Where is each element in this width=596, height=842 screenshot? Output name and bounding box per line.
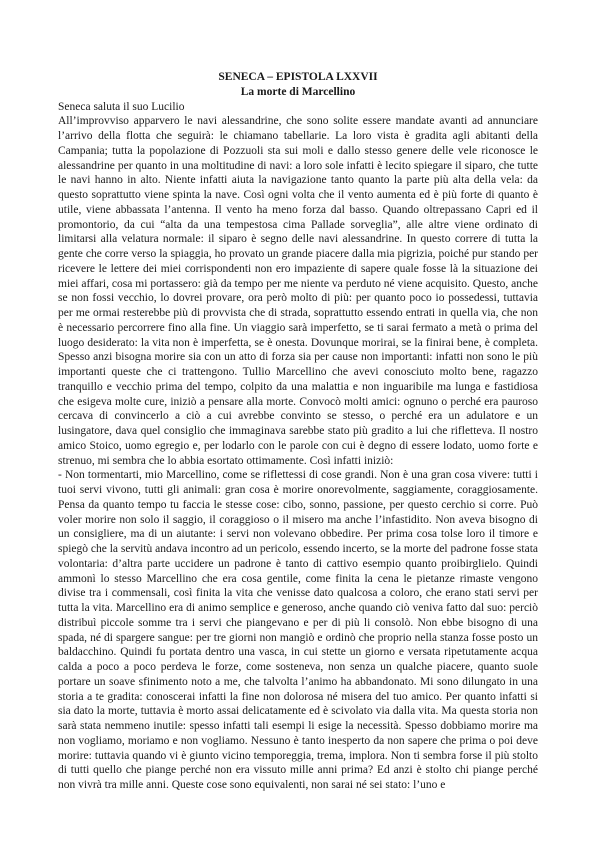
body-paragraph: All’improvviso apparvero le navi alessandrine, che sono solite essere mandate avanti ad annunciare l’arrivo della flotta che seguirà: le chiamano tabellarie. La loro vista è gradita agli abitanti della Campania; tutta la popolazione di Pozzuoli sta sui moli e dallo stesso genere delle vele riconosce le alessandrine per quanto in una moltitudine di navi: a loro sole infatti è lecito spiegare il siparo, che tutte le navi hanno in alto. Niente infatti aiuta la navigazione tanto quanto la parte più alta della vela: da questo soprattutto viene spinta la nave. Così ogni volta che il vento aumenta ed è più forte di quanto è utile, viene abbassata l’antenna. Il vento ha meno forza dal basso. Quando oltrepassano Capri ed il promontorio, da cui “alta da una tempestosa cima Pallade sorveglia”, alle altre viene ordinato di limitarsi alla velatura normale: il siparo è segno delle navi alessandrine. In questo correre di tutta la gente che corre verso la spiaggia, ho provato un grande piacere dalla mia pigrizia, poiché pur stando per ricevere le lettere dei miei corrispondenti non ero impaziente di sapere quale fosse là la situazione dei miei affari, cosa mi portassero: già da tempo per me niente va perduto né viene acquisito. Questo, anche se non fossi vecchio, lo dovrei provare, ora però molto di più: per quanto poco io possedessi, tuttavia per me ormai resterebbe più di provvista che di strada, soprattutto essendo entrati in quella via, che non è necessario percorrere fino alla fine. Un viaggio sarà imperfetto, se ti sarai fermato a metà o prima del luogo desiderato: la vita non è imperfetta, se è onesta. Dovunque morirai, se la finirai bene, è completa. Spesso anzi bisogna morire sia con un atto di forza sia per cause non importanti: infatti non sono le più importanti queste che ci trattengono. Tullio Marcellino che avevi conosciuto molto bene, ragazzo tranquillo e vecchio prima del tempo, colpito da una malattia e non inguaribile ma lunga e fastidiosa che esigeva molte cure, iniziò a pensare alla morte. Convocò molti amici: ognuno o perché era pauroso cercava di convincerlo a ciò a cui avrebbe convinto se stesso, o perché era un adulatore e un lusingatore, dava quel consiglio che immaginava sarebbe stato più gradito a lui che rifletteva. Il nostro amico Stoico, uomo egregio e, per lodarlo con le parole con cui è degno di essere lodato, uomo forte e strenuo, mi sembra che lo abbia esortato ottimamente. Così infatti iniziò: [58,115,538,467]
body-paragraph: - Non tormentarti, mio Marcellino, come se riflettessi di cose grandi. Non è una gran cosa vivere: tutti i tuoi servi vivono, tutti gli animali: gran cosa è morire onorevolmente, saggiamente, coraggiosamente. Pensa da quanto tempo tu faccia le stesse cose: cibo, sonno, passione, per questo cerchio si corre. Può voler morire non solo il saggio, il coraggioso o il misero ma anche l’infastidito. Non aveva bisogno di un consigliere, ma di un aiutante: i servi non volevano obbedire. Per prima cosa tolse loro il timore e spiegò che la servitù andava incontro ad un pericolo, essendo incerto, se la morte del padrone fosse stata volontaria: d’altra parte uccidere un padrone è tanto di cattivo esempio quanto proibirglielo. Quindi ammonì lo stesso Marcellino che era cosa gentile, come finita la cena le pietanze rimaste vengono divise tra i commensali, così finita la vita che venisse dato qualcosa a coloro, che erano stati servi per tutta la vita. Marcellino era di animo semplice e generoso, anche quando ciò veniva fatto dal suo: perciò distribuì piccole somme tra i servi che piangevano e per di più li consolò. Non ebbe bisogno di una spada, né di spargere sangue: per tre giorni non mangiò e ordinò che proprio nella stanza fosse posto un baldacchino. Quindi fu portata dentro una vasca, in cui stette un giorno e versata ripetutamente acqua calda a poco a poco perdeva le forze, come sosteneva, non senza un qualche piacere, quanto suole portare un soave sfinimento noto a me, che talvolta l’animo ha abbandonato. Mi sono dilungato in una storia a te gradita: conoscerai infatti la fine non dolorosa né misera del tuo amico. Per quanto infatti si sia dato la morte, tuttavia è morto assai delicatamente ed è scivolato via dalla vita. Ma questa storia non sarà stata nemmeno inutile: spesso infatti tali esempi li esige la necessità. Spesso dobbiamo morire ma non vogliamo, moriamo e non vogliamo. Nessuno è tanto inesperto da non sapere che prima o poi deve morire: tuttavia quando vi è giunto vicino temporeggia, trema, implora. Non ti sembra forse il più stolto di tutti quello che piange perché non era vissuto mille anni prima? Ed anzi è stolto chi piange perché non vivrà tra mille anni. Queste cose sono equivalenti, non sarai né sei stato: l’uno e [58,469,538,791]
greeting-line: Seneca saluta il suo Lucilio [58,100,185,113]
document-title: SENECA – EPISTOLA LXXVII [218,71,378,83]
document-page [58,70,538,793]
document-subtitle: La morte di Marcellino [240,85,356,98]
